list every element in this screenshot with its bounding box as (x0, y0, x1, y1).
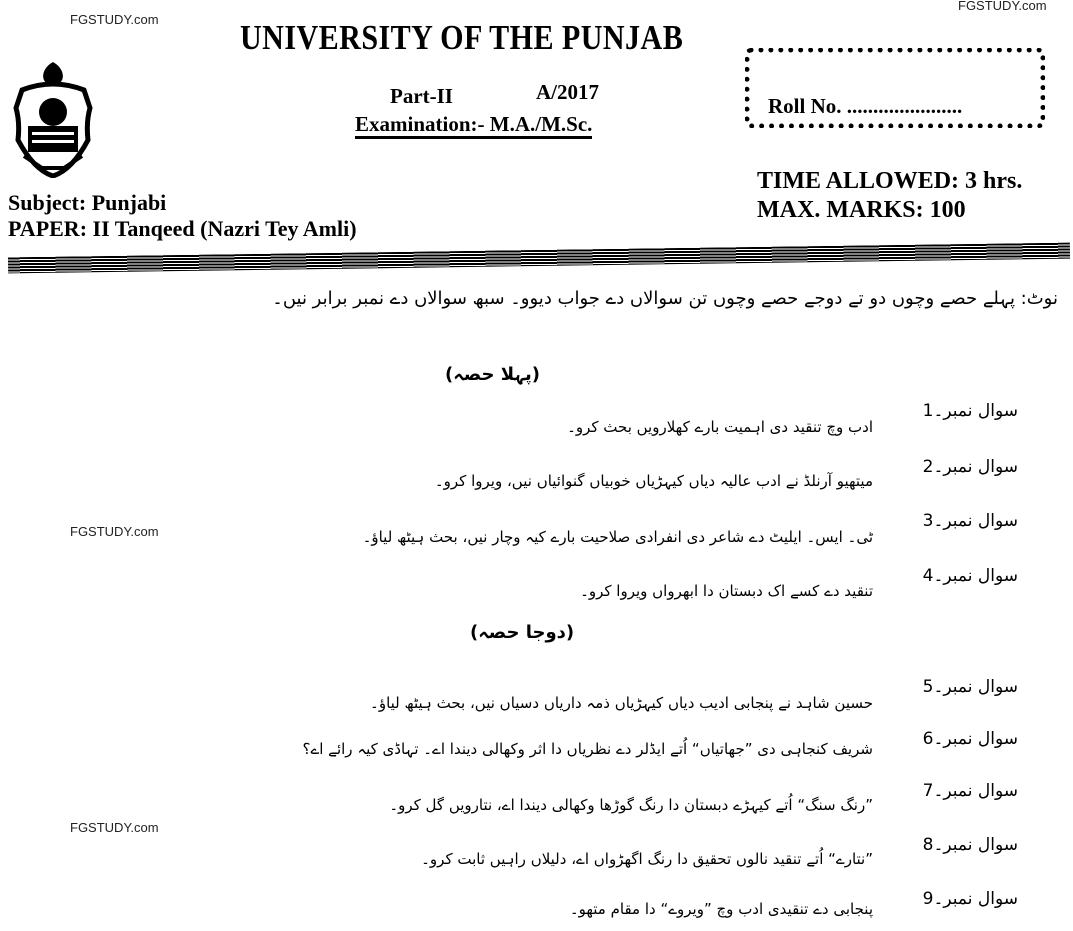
question-text: میتھیو آرنلڈ نے ادب عالیہ دیاں کیہڑیاں خوبیاں گنوائیاں نیں، ویروا کرو۔ (434, 472, 873, 490)
question-label: سوال نمبر۔8 (922, 835, 1018, 855)
watermark: FGSTUDY.com (70, 820, 159, 835)
section-title: (پہلا حصہ) (445, 364, 540, 385)
question-text: ادب وچ تنقید دی اہمیت بارے کھلارویں بحث کرو۔ (567, 418, 873, 436)
question-label: سوال نمبر۔9 (922, 889, 1018, 909)
max-marks: MAX. MARKS: 100 (757, 197, 966, 223)
examination-label: Examination:- M.A./M.Sc. (355, 112, 592, 139)
question-label: سوال نمبر۔1 (922, 401, 1018, 421)
watermark: FGSTUDY.com (70, 524, 159, 539)
section-title: (دوجا حصہ) (470, 622, 575, 643)
question-text: پنجابی دے تنقیدی ادب وچ ”ویروے“ دا مقام متھو۔ (569, 900, 873, 918)
question-text: ”نتارے“ اُتے تنقید نالوں تحقیق دا رنگ اگھڑواں اے، دلیلاں راہیں ثابت کرو۔ (421, 850, 873, 868)
subject-label: Subject: Punjabi (8, 190, 167, 215)
university-crest-logo (12, 60, 94, 178)
question-label: سوال نمبر۔7 (922, 781, 1018, 801)
question-text: تنقید دے کسے اک دبستان دا ابھرواں ویروا کرو۔ (580, 582, 873, 600)
part-label: Part-II (390, 84, 453, 108)
question-label: سوال نمبر۔6 (922, 729, 1018, 749)
roll-number-box (745, 48, 1045, 128)
instructions-note: نوٹ: پہلے حصے وچوں دو تے دوجے حصے وچوں تن سوالاں دے جواب دیوو۔ سبھ سوالاں دے نمبر برابر نیں۔ (272, 288, 1058, 309)
paper-label: PAPER: II Tanqeed (Nazri Tey Amli) (8, 216, 357, 241)
question-text: ٹی۔ ایس۔ ایلیٹ دے شاعر دی انفرادی صلاحیت بارے کیہ وچار نیں، بحث ہیٹھ لیاؤ۔ (362, 528, 873, 546)
session-label: A/2017 (536, 80, 599, 104)
university-title: UNIVERSITY OF THE PUNJAB (240, 18, 684, 57)
question-label: سوال نمبر۔5 (922, 677, 1018, 697)
question-label: سوال نمبر۔2 (922, 457, 1018, 477)
watermark: FGSTUDY.com (70, 12, 159, 27)
question-text: ”رنگ سنگ“ اُتے کیہڑے دبستان دا رنگ گوڑھا وکھالی دیندا اے، نتارویں گل کرو۔ (389, 796, 873, 814)
question-label: سوال نمبر۔4 (922, 566, 1018, 586)
roll-number-label: Roll No. ...................... (768, 94, 963, 118)
question-label: سوال نمبر۔3 (922, 511, 1018, 531)
time-allowed: TIME ALLOWED: 3 hrs. (757, 168, 1023, 194)
question-text: حسین شاہد نے پنجابی ادیب دیاں کیہڑیاں ذمہ داریاں دسیاں نیں، بحث ہیٹھ لیاؤ۔ (370, 694, 873, 712)
watermark: FGSTUDY.com (958, 0, 1047, 13)
header-divider (8, 243, 1070, 274)
question-text: شریف کنجاہی دی ”جھاتیاں“ اُتے ایڈلر دے نظریاں دا اثر وکھالی دیندا اے۔ تہاڈی کیہ رائے اے؟ (302, 740, 873, 758)
